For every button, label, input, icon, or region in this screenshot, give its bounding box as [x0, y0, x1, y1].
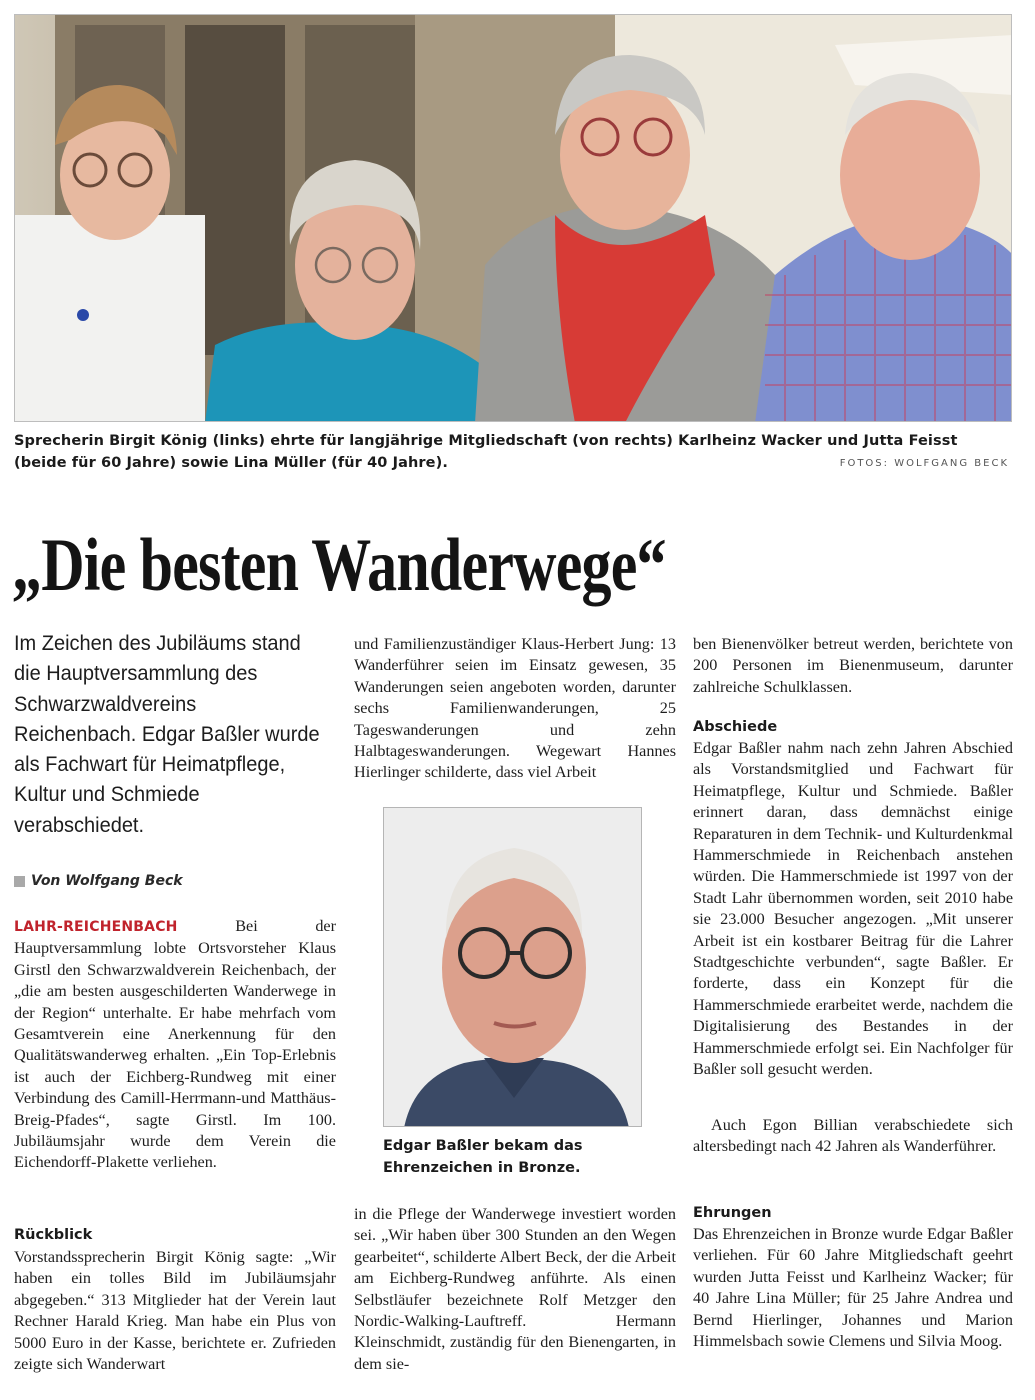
lead-paragraph: Im Zeichen des Jubiläums stand die Hauptversammlung des Schwarzwaldvereins Reichenbach. Edgar Baßler wurde als Fachwart für Heimatpflege, Kultur und Schmiede verabschiedet.: [14, 631, 320, 837]
intro-text: Bei der Hauptversammlung lobte Ortsvorsteher Klaus Girstl den Schwarzwaldverein Reichenbach, der „die am besten ausgeschilderten Wanderwege in der Region“ unterhalte. Er habe mehrfach vom Gesamtverein eine Anerkennung für den Qualitätswanderweg erhalten. „Ein Top-Erlebnis ist auch der Eichberg-Rundweg mit einer Verbindung des Camill-Herrmann-und Matthäus-Breig-Pfades“, sagte Girstl. Im 100. Jubiläumsjahr wurde dem Verein die Eichendorff-Plakette verliehen.: [14, 917, 336, 1172]
portrait-caption: Edgar Baßler bekam das Ehrenzeichen in Bronze.: [383, 1138, 583, 1176]
photo-caption: Sprecherin Birgit König (links) ehrte für langjährige Mitgliedschaft (von rechts) Karlheinz Wacker und Jutta Feisst (beide für 60 Jahre) sowie Lina Müller (für 40 Jahre).: [14, 433, 958, 471]
group-photo: [14, 14, 1012, 422]
abschiede-paragraph-2: Auch Egon Billian verabschiedete sich altersbedingt nach 42 Jahren als Wanderführer.: [693, 1116, 1013, 1156]
portrait-illustration: [384, 808, 642, 1127]
group-photo-illustration: [15, 15, 1012, 422]
portrait-photo: [383, 807, 642, 1127]
byline-text: Von Wolfgang Beck: [31, 873, 183, 889]
heading-abschiede: Abschiede: [693, 719, 778, 735]
photo-credit: FOTOS: WOLFGANG BECK: [839, 458, 1009, 469]
intro-paragraph: [14, 916, 336, 1174]
ehrungen-paragraph: Das Ehrenzeichen in Bronze wurde Edgar Baßler verliehen. Für 60 Jahre Mitgliedschaft geehrt wurden Jutta Feisst und Karlheinz Wacker; für 40 Jahre Lina Müller; für 25 Jahre Andrea und Bernd Hierlinger, Johannes und Marion Himmelsbach sowie Clemens und Silvia Moog.: [693, 1225, 1013, 1351]
col2-top-paragraph: und Familienzuständiger Klaus-Herbert Jung: 13 Wanderführer seien im Einsatz gewesen, 35 Wanderungen seien angeboten worden, darunter sechs Familienwanderungen, 25 Tageswanderungen und zehn Halbtageswanderungen. Wegewart Hannes Hierlinger schilderte, dass viel Arbeit: [354, 635, 676, 782]
heading-rueckblick: Rückblick: [14, 1227, 93, 1243]
abschiede-paragraph: Edgar Baßler nahm nach zehn Jahren Abschied als Vorstandsmitglied und Fachwart für Heimatpflege, Kultur und Schmiede. Baßler erinnert daran, dass demnächst einige Reparaturen in dem Technik- und Kulturdenkmal Hammerschmiede in Reichenbach anstehen würden. Die Hammerschmiede ist 1997 von der Stadt Lahr übernommen worden, seit 2010 habe sie 23.000 Besucher angezogen. „Mit unserer Arbeit ist ein kostbarer Beitrag für die Lahrer Stadtgeschichte verbunden“, sagte Baßler. Er forderte, dass ein Konzept für die Hammerschmiede erarbeitet werde, nachdem die Digitalisierung des Bestandes in der Hammerschmiede erfolgt sei. Ein Nachfolger für Baßler soll gesucht werden.: [693, 739, 1013, 1079]
col2-bottom-paragraph: in die Pflege der Wanderwege investiert worden sei. „Wir haben über 300 Stunden an den Wegen gearbeitet“, schilderte Albert Beck, der die Arbeit am Eichberg-Rundweg anführte. Als einen Selbstläufer bezeichnete Rolf Metzger den Nordic-Walking-Lauftreff. Hermann Kleinschmidt, zuständig für den Bienengarten, in dem sie-: [354, 1205, 676, 1373]
byline: [14, 873, 183, 889]
headline: „Die besten Wanderwege“: [12, 524, 666, 607]
byline-square-icon: [14, 876, 25, 887]
dateline: LAHR-REICHENBACH: [14, 919, 178, 935]
rueckblick-paragraph: Vorstandssprecherin Birgit König sagte: „Wir haben ein tolles Bild im Jubiläumsjahr abgegeben.“ 313 Mitglieder hat der Verein laut Rechner Harald Krieg. Man habe ein Plus von 5000 Euro in der Kasse, berichtete er. Zufrieden zeigte sich Wanderwart: [14, 1248, 336, 1374]
heading-ehrungen: Ehrungen: [693, 1205, 772, 1221]
col3-top-paragraph: ben Bienenvölker betreut werden, berichtete von 200 Personen im Bienenmuseum, darunter zahlreiche Schulklassen.: [693, 635, 1013, 696]
